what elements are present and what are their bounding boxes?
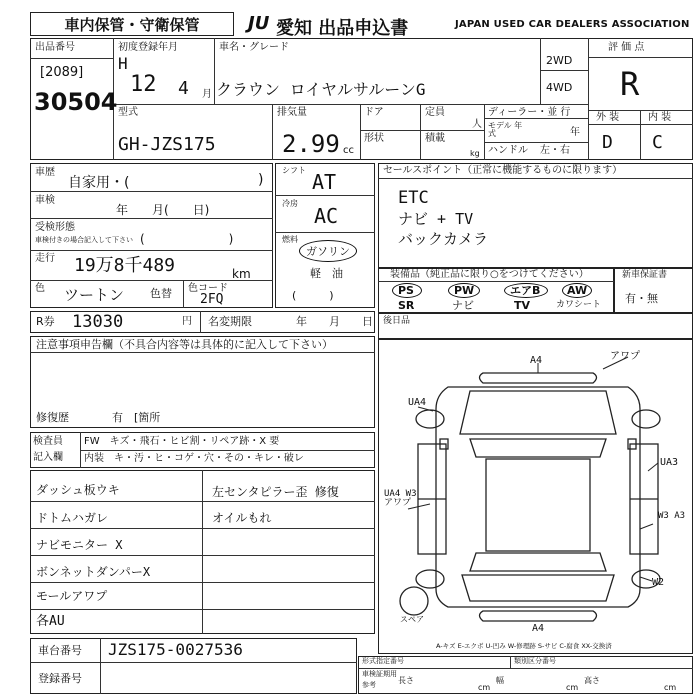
note-left-1: ダッシュ板ウキ: [36, 483, 120, 497]
inspector-row-1: FW キズ・飛石・ヒビ割・リペア跡・X 要: [84, 436, 280, 447]
width-label: 幅: [496, 676, 504, 685]
diagram-mark-8: A4: [532, 623, 545, 634]
color-value: ツートン: [64, 286, 125, 304]
load-unit: kg: [470, 149, 480, 158]
note-left-5: モールアワプ: [36, 589, 108, 603]
equip-ps: PS: [398, 284, 414, 297]
dealer-label: ディーラー・並 行: [488, 107, 571, 118]
mileage-label: 走行: [35, 253, 55, 264]
registration-era: H: [118, 54, 128, 73]
diagram-mark-1: A4: [530, 355, 543, 366]
ju-logo: JU: [248, 13, 270, 34]
type-value: GH-JZS175: [118, 134, 216, 155]
car-history-label: 車歴: [35, 167, 55, 178]
diagram-mark-5: UA4 W3 アワプ: [384, 489, 417, 508]
exterior-label: 外 装: [596, 112, 620, 123]
diagram-mark-3: UA4: [408, 397, 427, 408]
listing-big-number: 30504: [34, 88, 118, 116]
displacement-label: 排気量: [277, 107, 307, 118]
score-label: 評 価 点: [608, 42, 645, 53]
inspector-label-2: 記入欄: [33, 452, 63, 463]
note-right-1: 左センタピラー歪 修復: [212, 485, 339, 499]
equip-seat: カワシート: [556, 300, 602, 310]
interior-label: 内 装: [648, 112, 672, 123]
diagram-mark-7: W2: [652, 577, 665, 588]
fuel-other: ( ): [292, 289, 334, 302]
equip-sr: SR: [398, 299, 415, 312]
fuel-label: 燃料: [282, 235, 298, 244]
equip-airbag: エアB: [510, 284, 541, 297]
after-date-block: [378, 313, 693, 339]
fuel-alt: 軽 油: [310, 267, 343, 280]
inspector-row-2: 内装 キ・汚・ヒ・コゲ・穴・その・キレ・破レ: [84, 453, 304, 464]
height-label: 高さ: [584, 676, 600, 685]
spec-label: 形式指定番号: [362, 657, 404, 665]
ref-label: 参考: [362, 681, 376, 689]
fuel-value: ガソリン: [306, 245, 350, 258]
capacity-label: 定員: [425, 107, 445, 118]
registration-month-unit: 月: [202, 89, 212, 100]
width-unit: cm: [566, 683, 579, 692]
handle-label: ハンドル: [488, 145, 528, 156]
diagram-mark-2: アワプ: [610, 351, 640, 362]
handle-options: 左・右: [540, 145, 570, 156]
model-year-unit: 年: [570, 127, 580, 138]
repair-history-value: 有 [箇所: [112, 411, 161, 424]
mileage-unit: km: [232, 267, 251, 281]
type-label: 型式: [118, 107, 138, 118]
shift-label: シフト: [282, 166, 306, 175]
diagram-mark-6: W3 A3: [658, 511, 686, 521]
spare-label: スペア: [400, 615, 424, 624]
repair-history-label: 修復歴: [36, 411, 69, 424]
inspection-status-label: 受検形態: [35, 222, 75, 233]
name-change-label: 名変期限: [208, 315, 252, 328]
after-date-label: 後日品: [383, 316, 411, 326]
color-label: 色: [35, 283, 45, 294]
recycle-label: R券: [36, 315, 55, 328]
ac-label: 冷房: [282, 199, 298, 208]
recycle-value: 13030: [72, 312, 124, 332]
displacement-value: 2.99: [282, 130, 340, 158]
note-left-6: 各AU: [36, 614, 65, 629]
listing-small-number: [2089]: [40, 65, 84, 80]
length-unit: cm: [478, 683, 491, 692]
car-history-close: ): [258, 172, 264, 188]
load-label: 積載: [425, 133, 445, 144]
warranty-value: 有・無: [625, 292, 658, 305]
document-type-title: 車内保管・守衛保管: [30, 12, 234, 36]
inspection-label: 車検: [35, 195, 55, 206]
height-unit: cm: [664, 683, 677, 692]
association-english-title: JAPAN USED CAR DEALERS ASSOCIATION: [455, 19, 690, 30]
ac-value: AC: [314, 204, 339, 228]
equip-tv: TV: [514, 299, 531, 312]
shift-value: AT: [312, 170, 337, 194]
note-left-2: ドトムハガレ: [36, 511, 109, 525]
remarks-label: 注意事項申告欄（不具合内容等は具体的に記入して下さい）: [36, 338, 333, 351]
chassis-label: 車台番号: [38, 644, 82, 657]
inspection-status-sub: 車検付きの場合記入して下さい: [35, 236, 133, 244]
model-label: 車名・グレード: [219, 42, 289, 53]
color-change-label: 色替: [150, 287, 172, 300]
note-left-4: ボンネットダンパーX: [36, 565, 151, 579]
capacity-unit: 人: [472, 119, 482, 130]
displacement-unit: cc: [343, 145, 354, 156]
sales-point-2: ナビ + TV: [398, 210, 474, 228]
shape-label: 形状: [364, 133, 384, 144]
registration-label: 初度登録年月: [118, 42, 178, 53]
inspector-label-1: 検査員: [33, 436, 63, 447]
cert-label: 車検証期用: [362, 670, 397, 678]
length-label: 長さ: [398, 676, 414, 685]
chassis-value: JZS175-0027536: [108, 640, 243, 659]
car-history-value: 自家用・(: [68, 175, 130, 191]
registration-year: 12: [130, 72, 157, 97]
note-right-2: オイルもれ: [212, 511, 272, 525]
mileage-value: 19万8千489: [74, 255, 176, 276]
score-value: R: [620, 65, 640, 103]
diagram-mark-4: UA3: [660, 457, 679, 468]
equip-pw: PW: [454, 284, 475, 297]
drive-2wd: 2WD: [546, 54, 573, 67]
class-label: 類別区分番号: [514, 657, 556, 665]
car-diagram: [378, 339, 693, 654]
door-label: ドア: [364, 107, 384, 118]
equipment-label: 装備品（純正品に限り○をつけてください）: [390, 269, 589, 280]
equip-navi: ナビ: [452, 299, 474, 312]
equip-aw: AW: [567, 284, 588, 297]
listing-number-label: 出品番号: [35, 42, 75, 53]
sales-point-1: ETC: [398, 188, 429, 208]
name-change-value: 年 月 日: [296, 315, 373, 328]
registration-month: 4: [178, 78, 189, 99]
plate-label: 登録番号: [38, 672, 82, 685]
recycle-unit: 円: [182, 316, 192, 327]
color-code-value: 2FQ: [200, 292, 224, 307]
inspection-status-value: ( ): [140, 232, 234, 246]
exterior-score: D: [602, 132, 613, 153]
sales-points-label: セールスポイント（正常に機能するものに限ります）: [383, 165, 623, 176]
model-name: クラウン ロイヤルサルーンG: [216, 80, 426, 99]
warranty-label: 新車保証書: [622, 270, 668, 280]
note-left-3: ナビモニター X: [36, 538, 123, 552]
drive-4wd: 4WD: [546, 81, 573, 94]
model-year-label: モデル 年式: [488, 121, 523, 138]
color-code-label: 色コード: [188, 283, 228, 294]
damage-legend: A-キズ E-エクボ U-凹み W-修理跡 S-サビ C-腐食 XX-交換済: [436, 642, 612, 650]
sales-point-3: バックカメラ: [398, 230, 489, 248]
interior-score: C: [652, 132, 663, 153]
inspection-value: 年 月( 日): [116, 203, 210, 217]
association-title: 愛知 出品申込書: [276, 18, 409, 39]
